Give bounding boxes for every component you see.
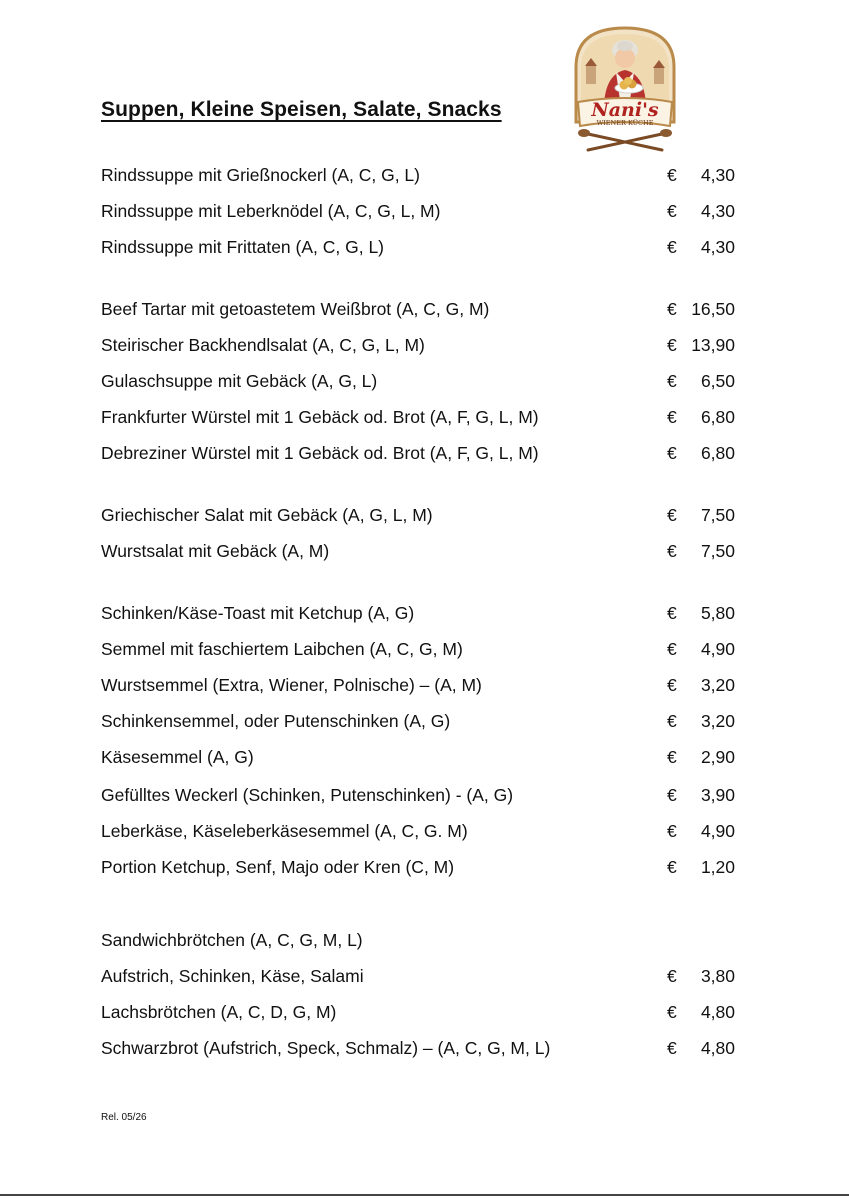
currency-symbol: € [667, 1002, 677, 1022]
currency-symbol: € [667, 201, 677, 221]
menu-item [101, 745, 741, 769]
currency-symbol: € [667, 237, 677, 257]
menu-item [101, 783, 741, 807]
menu-item-name: Gulaschsuppe mit Gebäck (A, G, L) [101, 371, 378, 391]
menu-item [101, 964, 741, 988]
currency-symbol: € [667, 165, 677, 185]
menu-item-name: Schinkensemmel, oder Putenschinken (A, G) [101, 711, 451, 731]
currency-symbol: € [667, 1038, 677, 1058]
menu-item-name: Wurstsalat mit Gebäck (A, M) [101, 541, 330, 561]
menu-item [101, 199, 741, 223]
menu-item [101, 819, 741, 843]
menu-item-name: Semmel mit faschiertem Laibchen (A, C, G, M) [101, 639, 463, 659]
currency-symbol: € [667, 639, 677, 659]
menu-item-name: Lachsbrötchen (A, C, D, G, M) [101, 1002, 337, 1022]
menu-item-name: Portion Ketchup, Senf, Majo oder Kren (C, M) [101, 857, 455, 877]
currency-symbol: € [667, 857, 677, 877]
menu-item-name: Käsesemmel (A, G) [101, 747, 254, 767]
currency-symbol: € [667, 371, 677, 391]
currency-symbol: € [667, 505, 677, 525]
menu-item [101, 297, 741, 321]
menu-item-price: 2,90 [700, 747, 735, 767]
menu-item-price: 3,20 [700, 711, 735, 731]
menu-item [101, 441, 741, 465]
menu-item-name: Gefülltes Weckerl (Schinken, Putenschinken) - (A, G) [101, 785, 514, 805]
menu-item [101, 1000, 741, 1024]
menu-item-price: 4,30 [700, 201, 735, 221]
menu-item-name: Leberkäse, Käseleberkäsesemmel (A, C, G. M) [101, 821, 468, 841]
menu-item-price: 1,20 [700, 857, 735, 877]
logo-graphic [566, 22, 684, 154]
menu-item-name: Rindssuppe mit Grießnockerl (A, C, G, L) [101, 165, 420, 185]
menu-item [101, 1036, 741, 1060]
menu-item-name: Sandwichbrötchen (A, C, G, M, L) [101, 930, 363, 950]
currency-symbol: € [667, 711, 677, 731]
menu-item-name: Debreziner Würstel mit 1 Gebäck od. Brot (A, F, G, L, M) [101, 443, 539, 463]
menu-item [101, 928, 741, 952]
logo-brand-text: Nani's [591, 99, 659, 121]
menu-item [101, 855, 741, 879]
currency-symbol: € [667, 785, 677, 805]
menu-item [101, 369, 741, 393]
menu-item-price: 4,80 [700, 1002, 735, 1022]
menu-item [101, 503, 741, 527]
currency-symbol: € [667, 966, 677, 986]
menu-item-price: 5,80 [700, 603, 735, 623]
menu-item-name: Beef Tartar mit getoastetem Weißbrot (A, C, G, M) [101, 299, 490, 319]
menu-item-price: 3,90 [700, 785, 735, 805]
menu-item-name: Rindssuppe mit Leberknödel (A, C, G, L, M) [101, 201, 441, 221]
currency-symbol: € [667, 541, 677, 561]
menu-item [101, 163, 741, 187]
menu-item-price: 6,50 [700, 371, 735, 391]
currency-symbol: € [667, 335, 677, 355]
currency-symbol: € [667, 299, 677, 319]
menu-item-price: 4,80 [700, 1038, 735, 1058]
page-divider [0, 1194, 849, 1196]
menu-item-price: 3,20 [700, 675, 735, 695]
menu-item-name: Wurstsemmel (Extra, Wiener, Polnische) – (A, M) [101, 675, 482, 695]
menu-item-price: 4,30 [700, 237, 735, 257]
menu-item [101, 601, 741, 625]
menu-item-price: 4,90 [700, 821, 735, 841]
menu-item-price: 3,80 [700, 966, 735, 986]
menu-item [101, 235, 741, 259]
currency-symbol: € [667, 407, 677, 427]
menu-item-price: 7,50 [700, 505, 735, 525]
currency-symbol: € [667, 821, 677, 841]
page-title: Suppen, Kleine Speisen, Salate, Snacks [101, 98, 502, 121]
menu-item [101, 709, 741, 733]
menu-item-name: Frankfurter Würstel mit 1 Gebäck od. Brot (A, F, G, L, M) [101, 407, 539, 427]
menu-item-name: Schwarzbrot (Aufstrich, Speck, Schmalz) – (A, C, G, M, L) [101, 1038, 551, 1058]
menu-item-price: 6,80 [700, 407, 735, 427]
menu-item-price: 7,50 [700, 541, 735, 561]
menu-item-price: 4,90 [700, 639, 735, 659]
menu-item-price: 13,90 [691, 335, 735, 355]
menu-item-name: Griechischer Salat mit Gebäck (A, G, L, M) [101, 505, 433, 525]
menu-item-price: 6,80 [700, 443, 735, 463]
menu-item-name: Steirischer Backhendlsalat (A, C, G, L, M) [101, 335, 425, 355]
menu-item [101, 539, 741, 563]
menu-item-price: 4,30 [700, 165, 735, 185]
menu-item-name: Aufstrich, Schinken, Käse, Salami [101, 966, 364, 986]
menu-item-name: Rindssuppe mit Frittaten (A, C, G, L) [101, 237, 385, 257]
menu-item [101, 673, 741, 697]
logo-subtitle-text: WIENER KÜCHE [596, 119, 654, 127]
currency-symbol: € [667, 603, 677, 623]
nanis-logo [566, 22, 684, 154]
menu-item [101, 333, 741, 357]
menu-item [101, 637, 741, 661]
currency-symbol: € [667, 443, 677, 463]
release-note: Rel. 05/26 [101, 1112, 147, 1123]
menu-item [101, 405, 741, 429]
currency-symbol: € [667, 747, 677, 767]
menu-item-name: Schinken/Käse-Toast mit Ketchup (A, G) [101, 603, 415, 623]
menu-item-price: 16,50 [691, 299, 735, 319]
currency-symbol: € [667, 675, 677, 695]
